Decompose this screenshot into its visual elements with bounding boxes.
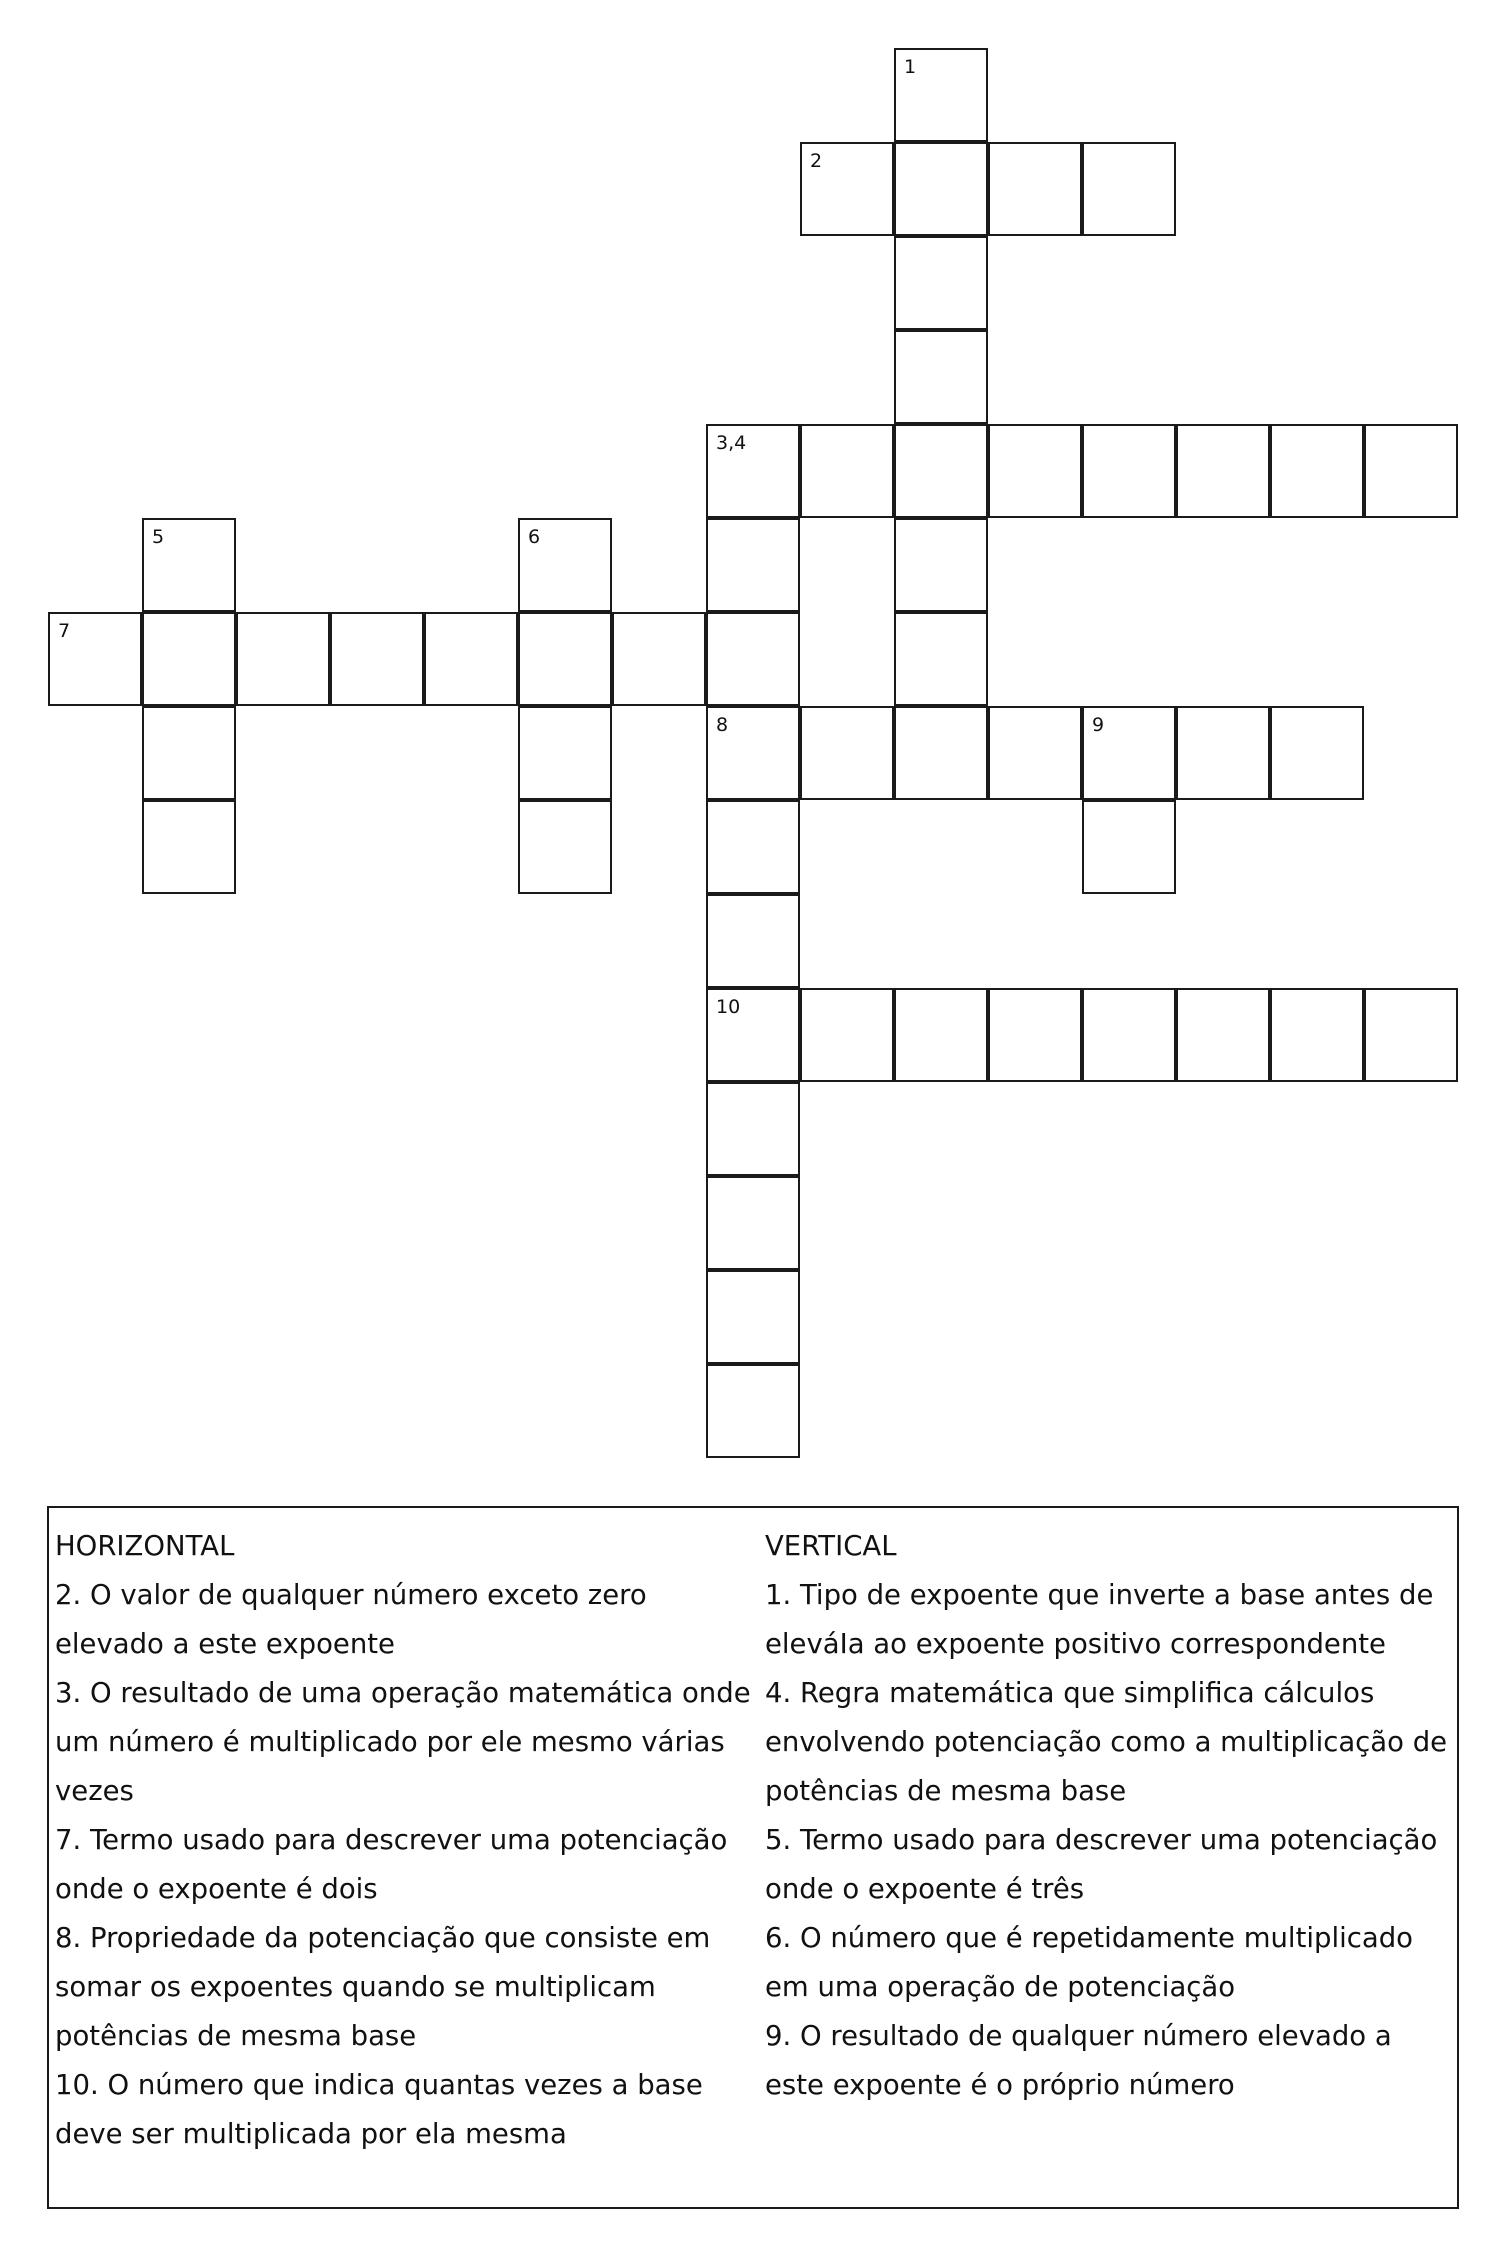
clue-number: 7 (58, 620, 71, 642)
clue-vertical-4: 4. Regra matemática que simplifica cálculos envolvendo potenciação como a multiplicação de potências de mesma base (765, 1677, 1448, 1807)
crossword-cell[interactable] (1082, 800, 1176, 894)
crossword-cell[interactable] (894, 48, 988, 142)
clue-horizontal-10: 10. O número que indica quantas vezes a base deve ser multiplicada por ela mesma (55, 2069, 703, 2150)
crossword-cell[interactable] (894, 236, 988, 330)
crossword-cell[interactable] (988, 142, 1082, 236)
crossword-cell[interactable] (1082, 988, 1176, 1082)
crossword-cell[interactable] (1270, 424, 1364, 518)
clue-number: 9 (1092, 714, 1105, 736)
vertical-clues-column (765, 1522, 1455, 2110)
clue-horizontal-7: 7. Termo usado para descrever uma potenciação onde o expoente é dois (55, 1824, 728, 1905)
crossword-cell[interactable] (988, 424, 1082, 518)
crossword-cell[interactable] (894, 142, 988, 236)
crossword-cell[interactable] (424, 612, 518, 706)
horizontal-heading: HORIZONTAL (55, 1530, 235, 1562)
clue-vertical-9: 9. O resultado de qualquer número elevado a este expoente é o próprio número (765, 2020, 1392, 2101)
crossword-cell[interactable] (48, 612, 142, 706)
clue-vertical-5: 5. Termo usado para descrever uma potenciação onde o expoente é três (765, 1824, 1438, 1905)
crossword-cell[interactable] (518, 800, 612, 894)
crossword-cell[interactable] (142, 612, 236, 706)
crossword-cell[interactable] (236, 612, 330, 706)
crossword-cell[interactable] (1270, 988, 1364, 1082)
crossword-cell[interactable] (800, 424, 894, 518)
clue-number: 2 (810, 150, 823, 172)
crossword-cell[interactable] (706, 1364, 800, 1458)
crossword-cell[interactable] (706, 518, 800, 612)
crossword-cell[interactable] (1176, 424, 1270, 518)
crossword-cell[interactable] (706, 1176, 800, 1270)
crossword-cell[interactable] (1082, 142, 1176, 236)
crossword-cell[interactable] (894, 706, 988, 800)
crossword-cell[interactable] (706, 706, 800, 800)
crossword-cell[interactable] (142, 800, 236, 894)
clue-horizontal-8: 8. Propriedade da potenciação que consiste em somar os expoentes quando se multiplicam potências de mesma base (55, 1922, 711, 2052)
clue-number: 10 (716, 996, 741, 1018)
horizontal-clues-column (55, 1522, 755, 2159)
clue-number: 5 (152, 526, 165, 548)
crossword-cell[interactable] (1082, 706, 1176, 800)
crossword-cell[interactable] (894, 988, 988, 1082)
crossword-cell[interactable] (894, 518, 988, 612)
crossword-cell[interactable] (1082, 424, 1176, 518)
crossword-cell[interactable] (1176, 988, 1270, 1082)
crossword-cell[interactable] (800, 142, 894, 236)
vertical-heading: VERTICAL (765, 1530, 897, 1562)
crossword-cell[interactable] (612, 612, 706, 706)
crossword-cell[interactable] (142, 706, 236, 800)
crossword-cell[interactable] (894, 424, 988, 518)
clue-number: 3,4 (716, 432, 747, 454)
clue-number: 1 (904, 56, 917, 78)
crossword-cell[interactable] (988, 988, 1082, 1082)
crossword-cell[interactable] (706, 1270, 800, 1364)
crossword-cell[interactable] (800, 988, 894, 1082)
crossword-cell[interactable] (706, 894, 800, 988)
crossword-cell[interactable] (518, 706, 612, 800)
clue-horizontal-2: 2. O valor de qualquer número exceto zero elevado a este expoente (55, 1579, 647, 1660)
clue-number: 6 (528, 526, 541, 548)
crossword-cell[interactable] (1364, 988, 1458, 1082)
crossword-cell[interactable] (894, 330, 988, 424)
crossword-cell[interactable] (706, 612, 800, 706)
crossword-cell[interactable] (518, 612, 612, 706)
crossword-cell[interactable] (706, 424, 800, 518)
crossword-cell[interactable] (142, 518, 236, 612)
clue-number: 8 (716, 714, 729, 736)
crossword-cell[interactable] (706, 988, 800, 1082)
crossword-cell[interactable] (988, 706, 1082, 800)
crossword-cell[interactable] (1270, 706, 1364, 800)
crossword-cell[interactable] (706, 1082, 800, 1176)
crossword-cell[interactable] (800, 706, 894, 800)
crossword-cell[interactable] (1364, 424, 1458, 518)
clue-vertical-6: 6. O número que é repetidamente multiplicado em uma operação de potenciação (765, 1922, 1413, 2003)
crossword-cell[interactable] (330, 612, 424, 706)
crossword-cell[interactable] (518, 518, 612, 612)
crossword-cell[interactable] (1176, 706, 1270, 800)
crossword-cell[interactable] (706, 800, 800, 894)
clue-horizontal-3: 3. O resultado de uma operação matemática onde um número é multiplicado por ele mesmo várias vezes (55, 1677, 751, 1807)
crossword-cell[interactable] (894, 612, 988, 706)
clues-box (47, 1506, 1459, 2209)
clue-vertical-1: 1. Tipo de expoente que inverte a base antes de eleváIa ao expoente positivo correspondente (765, 1579, 1434, 1660)
